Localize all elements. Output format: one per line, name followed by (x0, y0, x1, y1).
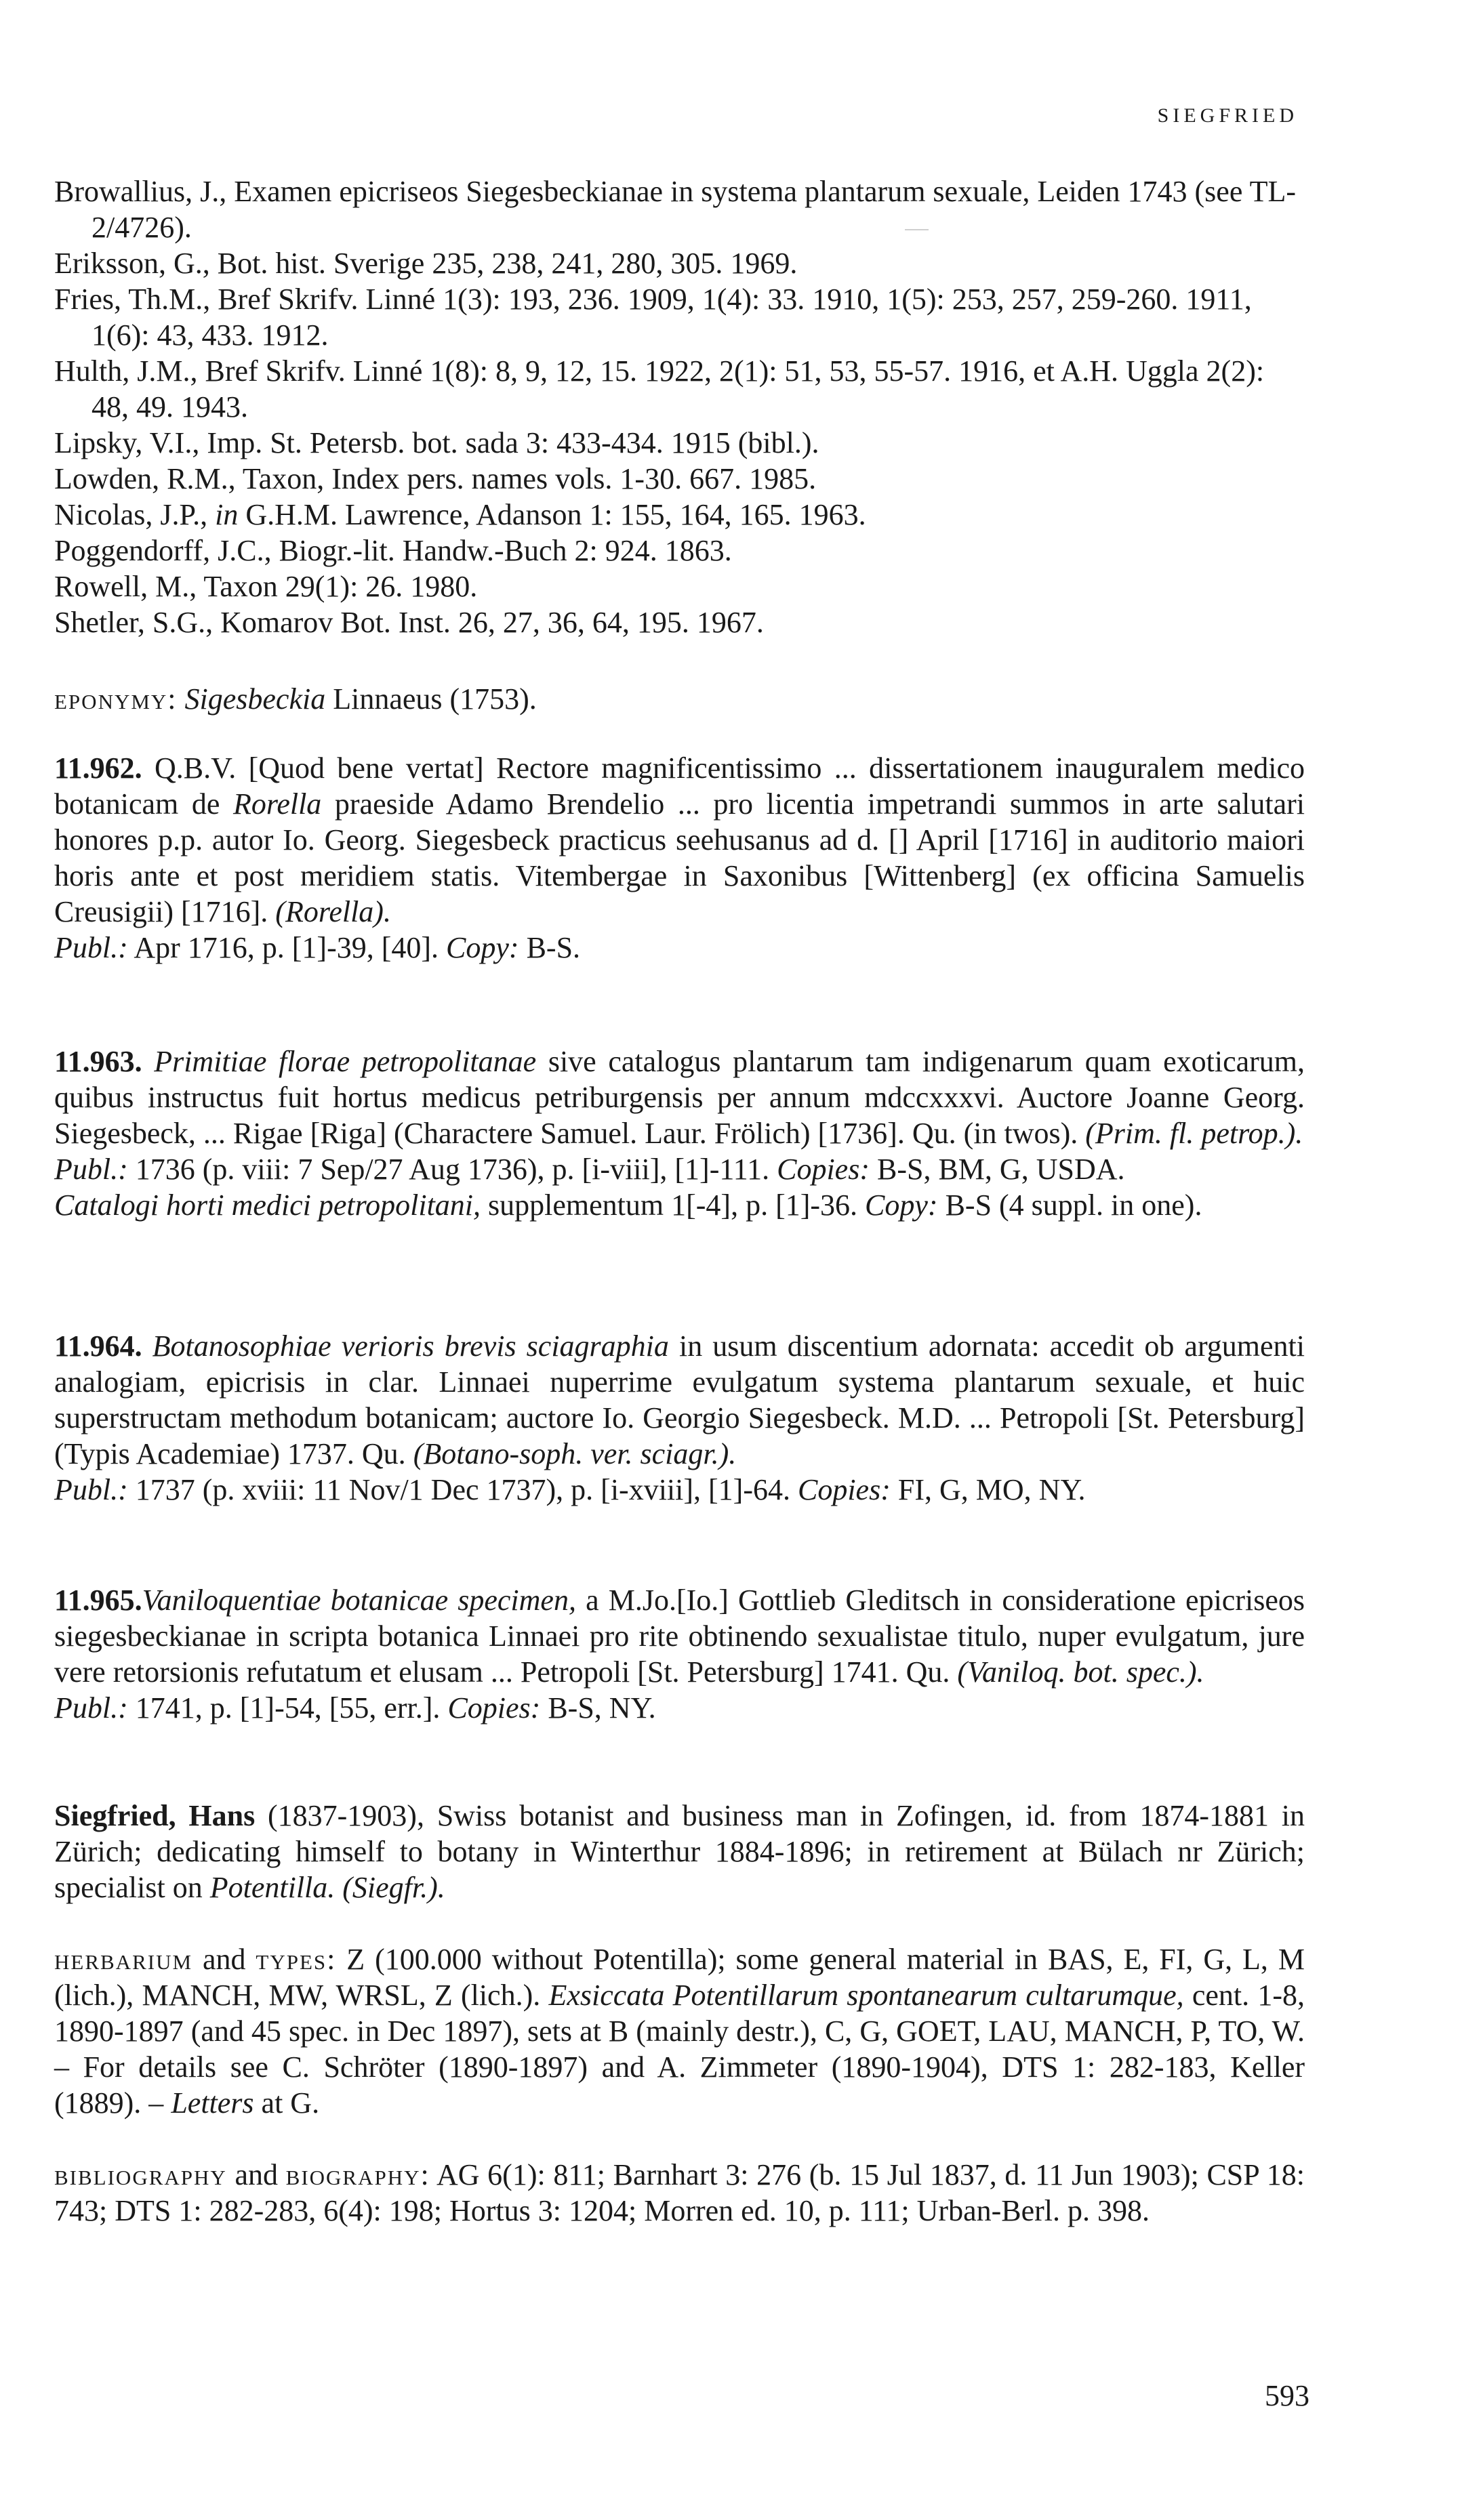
entry-11-965: 11.965.Vaniloquentiae botanicae specimen, a M.Jo.[Io.] Gottlieb Gleditsch in consideratione epicriseos siegesbeckianae in scripta botanica Linnaei pro rite obtinendo sexualistae titulo, nuper evulgatum, jure vere retorsionis refutatum et elusam ... Petropoli [St. Petersburg] 1741. Qu. (Vaniloq. bot. spec.). Publ.: 1741, p. [1]-54, [55, err.]. Copies: B-S, NY. (54, 1584, 1305, 1724)
reference-entry: Poggendorff, J.C., Biogr.-lit. Handw.-Buch 2: 924. 1863. (54, 534, 732, 567)
author-entry-siegfried: Siegfried, Hans (1837-1903), Swiss botanist and business man in Zofingen, id. from 1874-1881 in Zürich; dedicating himself to botany in Winterthur 1884-1896; in retirement at Bülach nr Zürich; specialist on Potentilla. (Siegfr.). (54, 1799, 1305, 1904)
reference-entry: Shetler, S.G., Komarov Bot. Inst. 26, 27, 36, 64, 195. 1967. (54, 606, 764, 639)
reference-entry: Fries, Th.M., Bref Skrifv. Linné 1(3): 193, 236. 1909, 1(4): 33. 1910, 1(5): 253, 257, 259-260. 1911, 1(6): 43, 433. 1912. (54, 283, 1252, 352)
author-name: Siegfried, Hans (54, 1799, 256, 1832)
reference-entry-nicolas: Nicolas, J.P., in G.H.M. Lawrence, Adanson 1: 155, 164, 165. 1963. (54, 498, 866, 531)
entry-number: 11.962. (54, 751, 142, 785)
bibliography-section: bibliography and biography: AG 6(1): 811; Barnhart 3: 276 (b. 15 Jul 1837, d. 11 Jun 1903); CSP 18: 743; DTS 1: 282-283, 6(4): 198; Hortus 3: 1204; Morren ed. 10, p. 111; Urban-Berl. p. 398. (54, 2158, 1305, 2227)
entry-number: 11.965. (54, 1584, 142, 1617)
herbarium-section: herbarium and types: Z (100.000 without Potentilla); some general material in BAS, E, FI, G, L, M (lich.), MANCH, MW, WRSL, Z (lich.). Exsiccata Potentillarum spontanearum cultarumque, cent. 1-8, 1890-1897 (and 45 spec. in Dec 1897), sets at B (mainly destr.), C, G, GOET, LAU, MANCH, P, TO, W. – For details see C. Schröter (1890-1897) and A. Zimmeter (1890-1904), DTS 1: 282-183, Keller (1889). – Letters at G. (54, 1943, 1305, 2120)
reference-entry: Eriksson, G., Bot. hist. Sverige 235, 238, 241, 280, 305. 1969. (54, 247, 798, 280)
reference-entry: Lipsky, V.I., Imp. St. Petersb. bot. sada 3: 433-434. 1915 (bibl.). (54, 426, 819, 459)
entry-11-964: 11.964. Botanosophiae verioris brevis sciagraphia in usum discentium adornata: accedit ob argumenti analogiam, epicrisis in clar. Linnaei nuperrime evulgatum systema plantarum sexuale, et huic superstructam methodum botanicam; auctore Io. Georgio Siegesbeck. M.D. ... Petropoli [St. Petersburg] (Typis Academiae) 1737. Qu. (Botano-soph. ver. sciagr.). Publ.: 1737 (p. xviii: 11 Nov/1 Dec 1737), p. [i-xviii], [1]-64. Copies: FI, G, MO, NY. (54, 1329, 1305, 1506)
reference-entry: Lowden, R.M., Taxon, Index pers. names vols. 1-30. 667. 1985. (54, 462, 817, 495)
entry-11-962: 11.962. Q.B.V. [Quod bene vertat] Rectore magnificentissimo ... dissertationem inauguralem medico botanicam de Rorella praeside Adamo Brendelio ... pro licentia impetrandi summos in arte salutari honores p.p. autor Io. Georg. Siegesbeck practicus seehusanus ad d. [] April [1716] in auditorio maiori horis ante et post meridiem statis. Vitembergae in Saxonibus [Wittenberg] (ex officina Samuelis Creusigii) [1716]. (Rorella). Publ.: Apr 1716, p. [1]-39, [40]. Copy: B-S. (54, 751, 1305, 964)
page-number: 593 (1265, 2379, 1309, 2412)
entry-11-963: 11.963. Primitiae florae petropolitanae sive catalogus plantarum tam indigenarum quam exoticarum, quibus instructus fuit hortus medicus petriburgensis per annum mdccxxxvi. Auctore Joanne Georg. Siegesbeck, ... Rigae [Riga] (Charactere Samuel. Laur. Frölich) [1736]. Qu. (in twos). (Prim. fl. petrop.). Publ.: 1736 (p. viii: 7 Sep/27 Aug 1736), p. [i-viii], [1]-111. Copies: B-S, BM, G, USDA. Catalogi horti medici petropolitani, supplementum 1[-4], p. [1]-36. Copy: B-S (4 suppl. in one). (54, 1045, 1305, 1222)
running-head: SIEGFRIED (1157, 104, 1298, 127)
eponymy-section: eponymy: Sigesbeckia Linnaeus (1753). (54, 682, 537, 716)
entry-number: 11.964. (54, 1329, 142, 1363)
reference-entry: Browallius, J., Examen epicriseos Siegesbeckianae in systema plantarum sexuale, Leiden 1743 (see TL-2/4726). (54, 175, 1296, 244)
reference-list (54, 173, 1305, 640)
eponymy-genus: Sigesbeckia (184, 682, 326, 716)
reference-entry: Rowell, M., Taxon 29(1): 26. 1980. (54, 570, 478, 603)
eponymy-label: eponymy: (54, 682, 178, 716)
reference-entry: Hulth, J.M., Bref Skrifv. Linné 1(8): 8, 9, 12, 15. 1922, 2(1): 51, 53, 55-57. 1916, et A.H. Uggla 2(2): 48, 49. 1943. (54, 354, 1265, 424)
entry-number: 11.963. (54, 1045, 142, 1078)
